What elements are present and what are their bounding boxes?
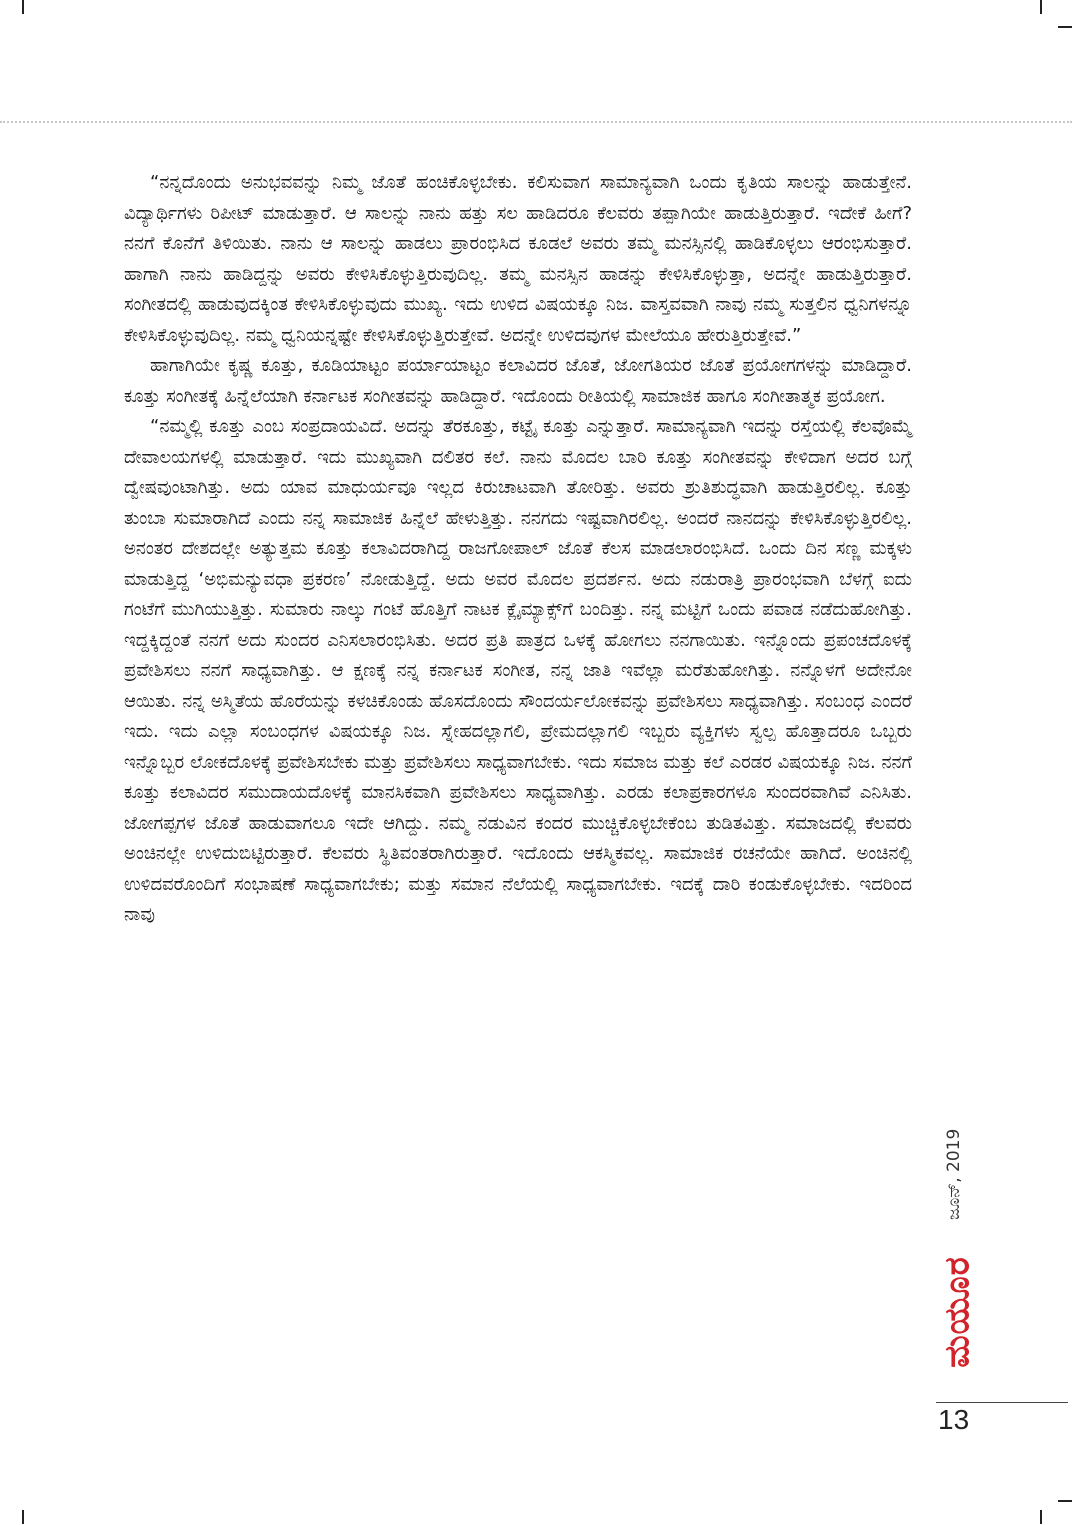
article-body (124, 168, 912, 931)
header-dotted-rule (0, 121, 1072, 123)
article-paragraph: “ನನ್ನದೊಂದು ಅನುಭವವನ್ನು ನಿಮ್ಮ ಜೊತೆ ಹಂಚಿಕೊಳ್ಳಬೇಕು. ಕಲಿಸುವಾಗ ಸಾಮಾನ್ಯವಾಗಿ ಒಂದು ಕೃತಿಯ ಸಾಲನ್ನು ಹಾಡುತ್ತೇನೆ. ವಿದ್ಯಾರ್ಥಿಗಳು ರಿಪೀಟ್ ಮಾಡುತ್ತಾರೆ. ಆ ಸಾಲನ್ನು ನಾನು ಹತ್ತು ಸಲ ಹಾಡಿದರೂ ಕೆಲವರು ತಪ್ಪಾಗಿಯೇ ಹಾಡುತ್ತಿರುತ್ತಾರೆ. ಇದೇಕೆ ಹೀಗೆ? ನನಗೆ ಕೊನೆಗೆ ತಿಳಿಯಿತು. ನಾನು ಆ ಸಾಲನ್ನು ಹಾಡಲು ಪ್ರಾರಂಭಿಸಿದ ಕೂಡಲೆ ಅವರು ತಮ್ಮ ಮನಸ್ಸಿನಲ್ಲಿ ಹಾಡಿಕೊಳ್ಳಲು ಆರಂಭಿಸುತ್ತಾರೆ. ಹಾಗಾಗಿ ನಾನು ಹಾಡಿದ್ದನ್ನು ಅವರು ಕೇಳಿಸಿಕೊಳ್ಳುತ್ತಿರುವುದಿಲ್ಲ. ತಮ್ಮ ಮನಸ್ಸಿನ ಹಾಡನ್ನು ಕೇಳಿಸಿಕೊಳ್ಳುತ್ತಾ, ಅದನ್ನೇ ಹಾಡುತ್ತಿರುತ್ತಾರೆ. ಸಂಗೀತದಲ್ಲಿ ಹಾಡುವುದಕ್ಕಿಂತ ಕೇಳಿಸಿಕೊಳ್ಳುವುದು ಮುಖ್ಯ. ಇದು ಉಳಿದ ವಿಷಯಕ್ಕೂ ನಿಜ. ವಾಸ್ತವವಾಗಿ ನಾವು ನಮ್ಮ ಸುತ್ತಲಿನ ಧ್ವನಿಗಳನ್ನೂ ಕೇಳಿಸಿಕೊಳ್ಳುವುದಿಲ್ಲ. ನಮ್ಮ ಧ್ವನಿಯನ್ನಷ್ಟೇ ಕೇಳಿಸಿಕೊಳ್ಳುತ್ತಿರುತ್ತೇವೆ. ಅದನ್ನೇ ಉಳಿದವುಗಳ ಮೇಲೆಯೂ ಹೇರುತ್ತಿರುತ್ತೇವೆ.” (124, 172, 912, 346)
magazine-logo-text: ಮಯೂರ (938, 1256, 978, 1368)
crop-mark-top-right-h (1058, 26, 1072, 28)
article-paragraph: ಹಾಗಾಗಿಯೇ ಕೃಷ್ಣ ಕೂತ್ತು, ಕೂಡಿಯಾಟ್ಟಂ ಪರ್ಯಾಯಾಟ್ಟಂ ಕಲಾವಿದರ ಜೊತೆ, ಜೋಗತಿಯರ ಜೊತೆ ಪ್ರಯೋಗಗಳನ್ನು ಮಾಡಿದ್ದಾರೆ. ಕೂತ್ತು ಸಂಗೀತಕ್ಕೆ ಹಿನ್ನೆಲೆಯಾಗಿ ಕರ್ನಾಟಕ ಸಂಗೀತವನ್ನು ಹಾಡಿದ್ದಾರೆ. ಇದೊಂದು ರೀತಿಯಲ್ಲಿ ಸಾಮಾಜಿಕ ಹಾಗೂ ಸಂಗೀತಾತ್ಮಕ ಪ್ರಯೋಗ. (124, 355, 912, 407)
crop-mark-top-left (22, 0, 24, 14)
article-paragraph: “ನಮ್ಮಲ್ಲಿ ಕೂತ್ತು ಎಂಬ ಸಂಪ್ರದಾಯವಿದೆ. ಅದನ್ನು ತೆರಕೂತ್ತು, ಕಟ್ಟೈ ಕೂತ್ತು ಎನ್ನುತ್ತಾರೆ. ಸಾಮಾನ್ಯವಾಗಿ ಇದನ್ನು ರಸ್ತೆಯಲ್ಲಿ ಕೆಲವೊಮ್ಮೆ ದೇವಾಲಯಗಳಲ್ಲಿ ಮಾಡುತ್ತಾರೆ. ಇದು ಮುಖ್ಯವಾಗಿ ದಲಿತರ ಕಲೆ. ನಾನು ಮೊದಲ ಬಾರಿ ಕೂತ್ತು ಸಂಗೀತವನ್ನು ಕೇಳಿದಾಗ ಅದರ ಬಗ್ಗೆ ದ್ವೇಷವುಂಟಾಗಿತ್ತು. ಅದು ಯಾವ ಮಾಧುರ್ಯವೂ ಇಲ್ಲದ ಕಿರುಚಾಟವಾಗಿ ತೋರಿತ್ತು. ಅವರು ಶ್ರುತಿಶುದ್ಧವಾಗಿ ಹಾಡುತ್ತಿರಲಿಲ್ಲ. ಕೂತ್ತು ತುಂಬಾ ಸುಮಾರಾಗಿದೆ ಎಂದು ನನ್ನ ಸಾಮಾಜಿಕ ಹಿನ್ನೆಲೆ ಹೇಳುತ್ತಿತ್ತು. ನನಗದು ಇಷ್ಟವಾಗಿರಲಿಲ್ಲ. ಅಂದರೆ ನಾನದನ್ನು ಕೇಳಿಸಿಕೊಳ್ಳುತ್ತಿರಲಿಲ್ಲ. ಅನಂತರ ದೇಶದಲ್ಲೇ ಅತ್ಯುತ್ತಮ ಕೂತ್ತು ಕಲಾವಿದರಾಗಿದ್ದ ರಾಜಗೋಪಾಲ್ ಜೊತೆ ಕೆಲಸ ಮಾಡಲಾರಂಭಿಸಿದೆ. ಒಂದು ದಿನ ಸಣ್ಣ ಮಕ್ಕಳು ಮಾಡುತ್ತಿದ್ದ ‘ಅಭಿಮನ್ಯುವಧಾ ಪ್ರಕರಣ’ ನೋಡುತ್ತಿದ್ದೆ. ಅದು ಅವರ ಮೊದಲ ಪ್ರದರ್ಶನ. ಅದು ನಡುರಾತ್ರಿ ಪ್ರಾರಂಭವಾಗಿ ಬೆಳಗ್ಗೆ ಐದು ಗಂಟೆಗೆ ಮುಗಿಯುತ್ತಿತ್ತು. ಸುಮಾರು ನಾಲ್ಕು ಗಂಟೆ ಹೊತ್ತಿಗೆ ನಾಟಕ ಕ್ಲೈಮ್ಯಾಕ್ಸ್‌ಗೆ ಬಂದಿತ್ತು. ನನ್ನ ಮಟ್ಟಿಗೆ ಒಂದು ಪವಾಡ ನಡೆದುಹೋಗಿತ್ತು. ಇದ್ದಕ್ಕಿದ್ದಂತೆ ನನಗೆ ಅದು ಸುಂದರ ಎನಿಸಲಾರಂಭಿಸಿತು. ಅದರ ಪ್ರತಿ ಪಾತ್ರದ ಒಳಕ್ಕೆ ಹೋಗಲು ನನಗಾಯಿತು. ಇನ್ನೊಂದು ಪ್ರಪಂಚದೊಳಕ್ಕೆ ಪ್ರವೇಶಿಸಲು ನನಗೆ ಸಾಧ್ಯವಾಗಿತ್ತು. ಆ ಕ್ಷಣಕ್ಕೆ ನನ್ನ ಕರ್ನಾಟಕ ಸಂಗೀತ, ನನ್ನ ಜಾತಿ ಇವೆಲ್ಲಾ ಮರೆತುಹೋಗಿತ್ತು. ನನ್ನೊಳಗೆ ಅದೇನೋ ಆಯಿತು. ನನ್ನ ಅಸ್ಮಿತೆಯ ಹೊರೆಯನ್ನು ಕಳಚಿಕೊಂಡು ಹೊಸದೊಂದು ಸೌಂದರ್ಯಲೋಕವನ್ನು ಪ್ರವೇಶಿಸಲು ಸಾಧ್ಯವಾಗಿತ್ತು. ಸಂಬಂಧ ಎಂದರೆ ಇದು. ಇದು ಎಲ್ಲಾ ಸಂಬಂಧಗಳ ವಿಷಯಕ್ಕೂ ನಿಜ. ಸ್ನೇಹದಲ್ಲಾಗಲಿ, ಪ್ರೇಮದಲ್ಲಾಗಲಿ ಇಬ್ಬರು ವ್ಯಕ್ತಿಗಳು ಸ್ವಲ್ಪ ಹೊತ್ತಾದರೂ ಒಬ್ಬರು ಇನ್ನೊಬ್ಬರ ಲೋಕದೊಳಕ್ಕೆ ಪ್ರವೇಶಿಸಬೇಕು ಮತ್ತು ಪ್ರವೇಶಿಸಲು ಸಾಧ್ಯವಾಗಬೇಕು. ಇದು ಸಮಾಜ ಮತ್ತು ಕಲೆ ಎರಡರ ವಿಷಯಕ್ಕೂ ನಿಜ. ನನಗೆ ಕೂತ್ತು ಕಲಾವಿದರ ಸಮುದಾಯದೊಳಕ್ಕೆ ಮಾನಸಿಕವಾಗಿ ಪ್ರವೇಶಿಸಲು ಸಾಧ್ಯವಾಗಿತ್ತು. ಎರಡು ಕಲಾಪ್ರಕಾರಗಳೂ ಸುಂದರವಾಗಿವೆ ಎನಿಸಿತು. ಜೋಗಪ್ಪಗಳ ಜೊತೆ ಹಾಡುವಾಗಲೂ ಇದೇ ಆಗಿದ್ದು. ನಮ್ಮ ನಡುವಿನ ಕಂದರ ಮುಚ್ಚಿಕೊಳ್ಳಬೇಕೆಂಬ ತುಡಿತವಿತ್ತು. ಸಮಾಜದಲ್ಲಿ ಕೆಲವರು ಅಂಚಿನಲ್ಲೇ ಉಳಿದುಬಿಟ್ಟಿರುತ್ತಾರೆ. ಕೆಲವರು ಸ್ಥಿತಿವಂತರಾಗಿರುತ್ತಾರೆ. ಇದೊಂದು ಆಕಸ್ಮಿಕವಲ್ಲ. ಸಾಮಾಜಿಕ ರಚನೆಯೇ ಹಾಗಿದೆ. ಅಂಚಿನಲ್ಲಿ ಉಳಿದವರೊಂದಿಗೆ ಸಂಭಾಷಣೆ ಸಾಧ್ಯವಾಗಬೇಕು; ಮತ್ತು ಸಮಾನ ನೆಲೆಯಲ್ಲಿ ಸಾಧ್ಯವಾಗಬೇಕು. ಇದಕ್ಕೆ ದಾರಿ ಕಂಡುಕೊಳ್ಳಬೇಕು. ಇದರಿಂದ ನಾವು (124, 416, 912, 925)
crop-mark-bottom-right-h (1058, 1500, 1072, 1502)
crop-mark-bottom-right (1040, 1510, 1042, 1524)
magazine-logo (936, 1232, 980, 1392)
page-number: 13 (938, 1404, 970, 1435)
issue-date: ಜೂನ್, 2019 (944, 1128, 964, 1220)
crop-mark-top-right (1040, 0, 1042, 14)
crop-mark-bottom-left (22, 1510, 24, 1524)
footer-rule (936, 1402, 1068, 1403)
